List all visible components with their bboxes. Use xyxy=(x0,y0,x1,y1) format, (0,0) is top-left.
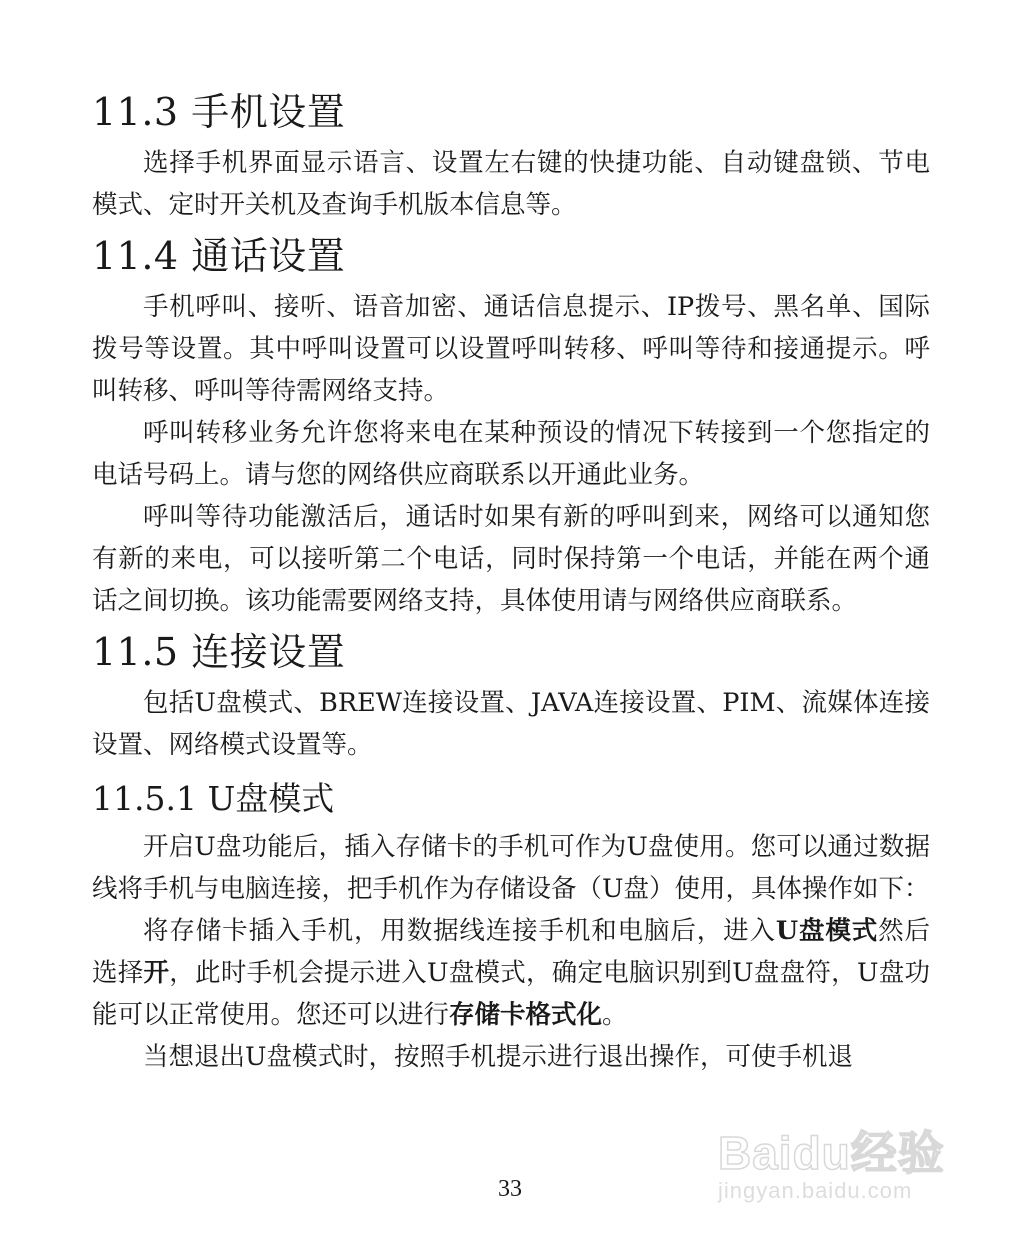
watermark-url: jingyan.baidu.com xyxy=(718,1178,913,1203)
paragraph: 包括U盘模式、BREW连接设置、JAVA连接设置、PIM、流媒体连接设置、网络模式设置等。 xyxy=(92,688,930,760)
bold-term-usb-mode: U盘模式 xyxy=(775,916,879,946)
section-heading-11-5: 11.5 连接设置 xyxy=(92,630,346,674)
text-run: 然后选择 xyxy=(92,916,930,988)
bold-term-on: 开 xyxy=(143,958,170,988)
paragraph: 呼叫等待功能激活后，通话时如果有新的呼叫到来，网络可以通知您有新的来电，可以接听第二个电话，同时保持第一个电话，并能在两个通话之间切换。该功能需要网络支持，具体使用请与网络供应商联系。 xyxy=(92,502,930,616)
text-run: 。 xyxy=(602,1000,628,1030)
paragraph: 当想退出U盘模式时，按照手机提示进行退出操作，可使手机退 xyxy=(143,1042,853,1072)
section-heading-11-3: 11.3 手机设置 xyxy=(92,90,346,134)
text-run: ，此时手机会提示进入U盘模式，确定电脑识别到U盘盘符，U盘功能可以正常使用。您还可以进行 xyxy=(92,958,930,1030)
page-content xyxy=(92,82,930,1078)
baidu-watermark xyxy=(718,1128,958,1218)
text-run: 将存储卡插入手机，用数据线连接手机和电脑后，进入 xyxy=(143,916,776,946)
bold-term-format-card: 存储卡格式化 xyxy=(449,1000,603,1030)
watermark-logo: Baidu经验 xyxy=(718,1127,945,1179)
paragraph: 手机呼叫、接听、语音加密、通话信息提示、IP拨号、黑名单、国际拨号等设置。其中呼叫设置可以设置呼叫转移、呼叫等待和接通提示。呼叫转移、呼叫等待需网络支持。 xyxy=(92,292,930,406)
paragraph: 选择手机界面显示语言、设置左右键的快捷功能、自动键盘锁、节电模式、定时开关机及查询手机版本信息等。 xyxy=(92,148,930,220)
page-number: 33 xyxy=(498,1176,522,1202)
subsection-heading-11-5-1: 11.5.1 U盘模式 xyxy=(92,779,335,818)
section-heading-11-4: 11.4 通话设置 xyxy=(92,234,346,278)
paragraph xyxy=(92,910,930,1036)
paragraph: 呼叫转移业务允许您将来电在某种预设的情况下转接到一个您指定的电话号码上。请与您的网络供应商联系以开通此业务。 xyxy=(92,418,930,490)
paragraph: 开启U盘功能后，插入存储卡的手机可作为U盘使用。您可以通过数据线将手机与电脑连接，把手机作为存储设备（U盘）使用，具体操作如下： xyxy=(92,832,930,904)
